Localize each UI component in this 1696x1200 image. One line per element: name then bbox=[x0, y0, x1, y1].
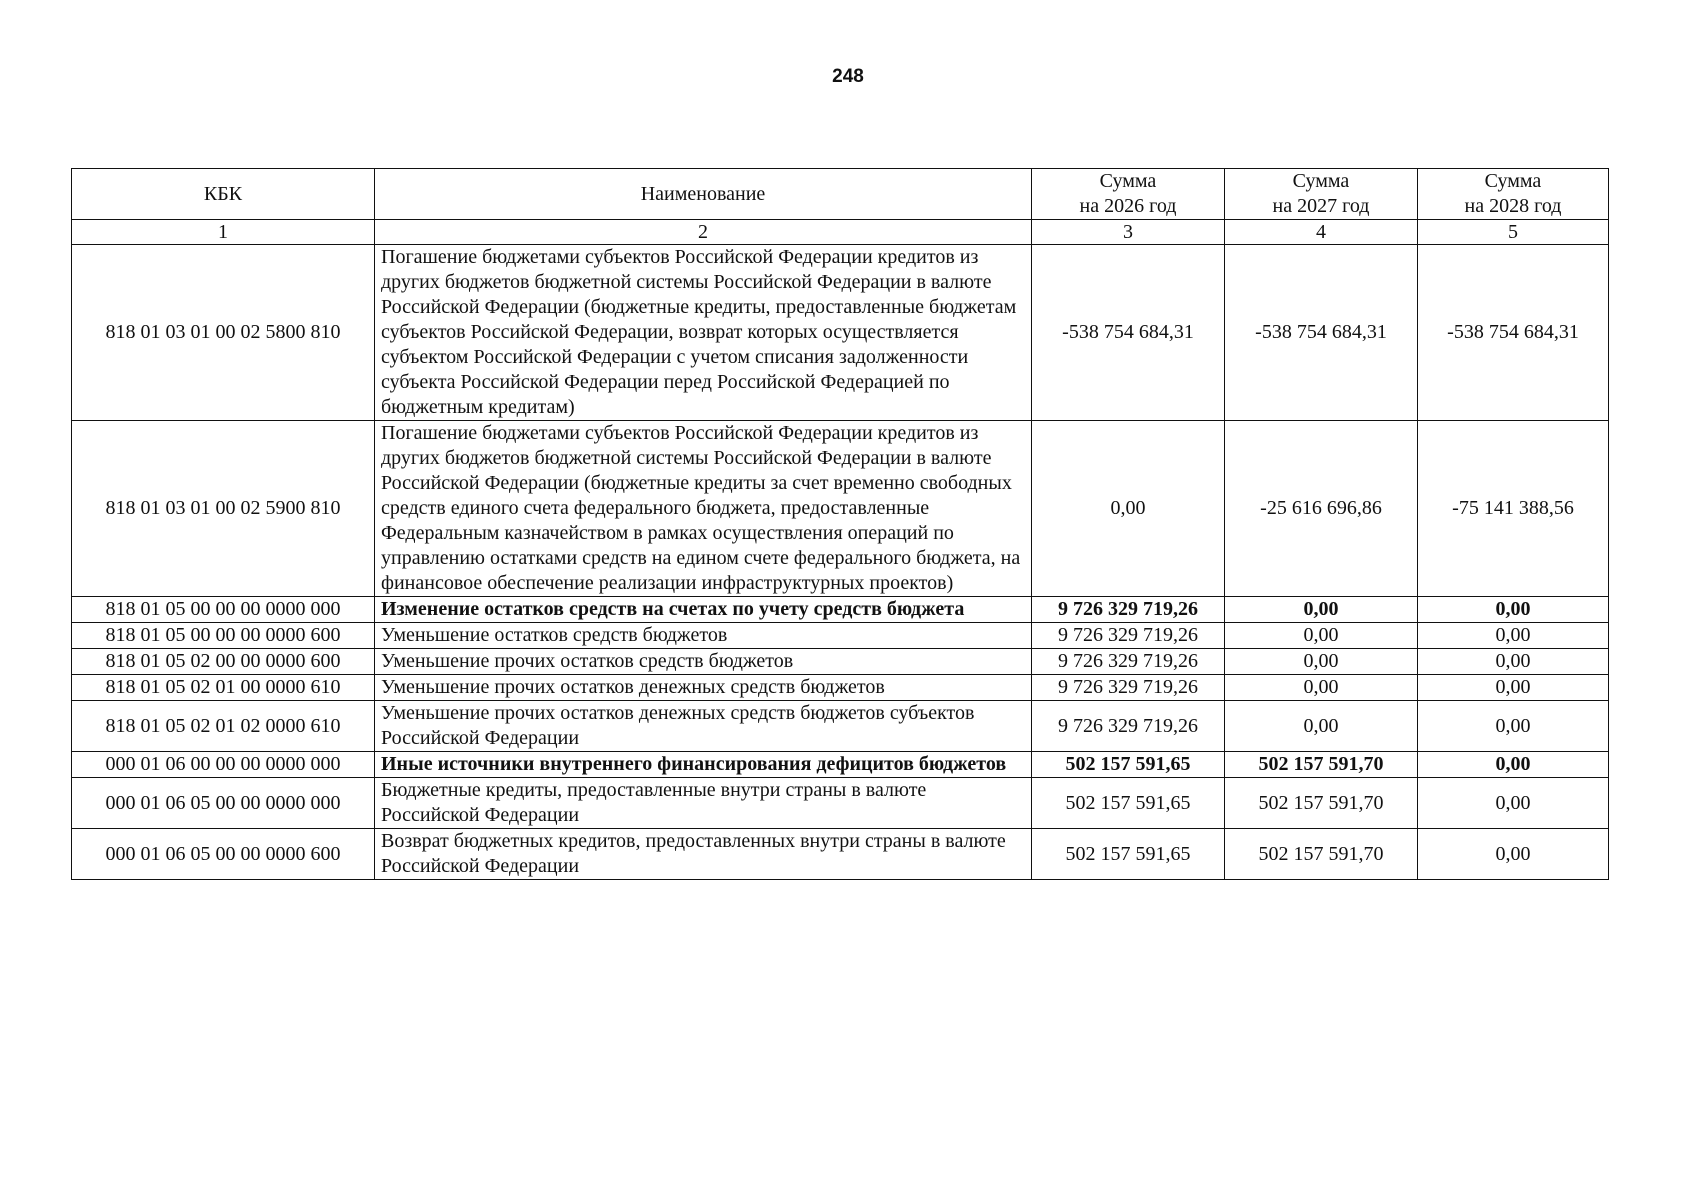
header-sum-2028 bbox=[1418, 169, 1609, 220]
kbk-cell: 000 01 06 00 00 00 0000 000 bbox=[72, 752, 375, 778]
table-body bbox=[72, 245, 1609, 880]
header-kbk: КБК bbox=[72, 169, 375, 220]
sum-2026-cell: 502 157 591,65 bbox=[1032, 778, 1225, 829]
sum-2028-cell: 0,00 bbox=[1418, 778, 1609, 829]
name-cell: Уменьшение остатков средств бюджетов bbox=[375, 623, 1032, 649]
name-cell: Уменьшение прочих остатков денежных средств бюджетов субъектов Российской Федерации bbox=[375, 701, 1032, 752]
name-cell: Уменьшение прочих остатков средств бюджетов bbox=[375, 649, 1032, 675]
sum-2026-cell: 9 726 329 719,26 bbox=[1032, 623, 1225, 649]
table-row bbox=[72, 778, 1609, 829]
column-number-4: 4 bbox=[1225, 220, 1418, 245]
sum-2028-cell: 0,00 bbox=[1418, 597, 1609, 623]
kbk-cell: 818 01 03 01 00 02 5900 810 bbox=[72, 421, 375, 597]
sum-2028-cell: -538 754 684,31 bbox=[1418, 245, 1609, 421]
budget-sources-table bbox=[71, 168, 1609, 880]
name-cell: Погашение бюджетами субъектов Российской Федерации кредитов из других бюджетов бюджетной системы Российской Федерации в валюте Российской Федерации (бюджетные кредиты за счет временно свободных средств единого счета федерального бюджета, предоставленные Федеральным казначейством в рамках осуществления операций по управлению остатками средств на едином счете федерального бюджета, на финансовое обеспечение реализации инфраструктурных проектов) bbox=[375, 421, 1032, 597]
kbk-cell: 818 01 05 02 01 02 0000 610 bbox=[72, 701, 375, 752]
header-sum-2026 bbox=[1032, 169, 1225, 220]
sum-2028-cell: 0,00 bbox=[1418, 675, 1609, 701]
sum-2026-cell: -538 754 684,31 bbox=[1032, 245, 1225, 421]
sum-2027-cell: 0,00 bbox=[1225, 675, 1418, 701]
sum-2026-cell: 9 726 329 719,26 bbox=[1032, 597, 1225, 623]
sum-2028-cell: 0,00 bbox=[1418, 623, 1609, 649]
table-row bbox=[72, 649, 1609, 675]
header-sum-2028-line1: Сумма bbox=[1484, 170, 1542, 192]
name-cell: Возврат бюджетных кредитов, предоставленных внутри страны в валюте Российской Федерации bbox=[375, 829, 1032, 880]
column-number-3: 3 bbox=[1032, 220, 1225, 245]
sum-2027-cell: -25 616 696,86 bbox=[1225, 421, 1418, 597]
column-number-2: 2 bbox=[375, 220, 1032, 245]
column-number-5: 5 bbox=[1418, 220, 1609, 245]
kbk-cell: 818 01 05 00 00 00 0000 600 bbox=[72, 623, 375, 649]
sum-2026-cell: 9 726 329 719,26 bbox=[1032, 701, 1225, 752]
page-number: 248 bbox=[832, 66, 864, 87]
kbk-cell: 818 01 05 02 00 00 0000 600 bbox=[72, 649, 375, 675]
name-cell: Изменение остатков средств на счетах по учету средств бюджета bbox=[375, 597, 1032, 623]
sum-2027-cell: 502 157 591,70 bbox=[1225, 752, 1418, 778]
sum-2027-cell: -538 754 684,31 bbox=[1225, 245, 1418, 421]
sum-2027-cell: 0,00 bbox=[1225, 701, 1418, 752]
kbk-cell: 818 01 03 01 00 02 5800 810 bbox=[72, 245, 375, 421]
table-row bbox=[72, 421, 1609, 597]
sum-2026-cell: 0,00 bbox=[1032, 421, 1225, 597]
name-cell: Погашение бюджетами субъектов Российской Федерации кредитов из других бюджетов бюджетной системы Российской Федерации в валюте Российской Федерации (бюджетные кредиты, предоставленные бюджетам субъектов Российской Федерации, возврат которых осуществляется субъектом Российской Федерации с учетом списания задолженности субъекта Российской Федерации перед Российской Федерацией по бюджетным кредитам) bbox=[375, 245, 1032, 421]
sum-2026-cell: 9 726 329 719,26 bbox=[1032, 649, 1225, 675]
table-row bbox=[72, 701, 1609, 752]
sum-2028-cell: -75 141 388,56 bbox=[1418, 421, 1609, 597]
header-sum-2027-line2: на 2027 год bbox=[1272, 195, 1370, 217]
sum-2027-cell: 502 157 591,70 bbox=[1225, 829, 1418, 880]
header-sum-2026-line1: Сумма bbox=[1099, 170, 1157, 192]
table-header-row bbox=[72, 169, 1609, 220]
table-row bbox=[72, 752, 1609, 778]
table-row bbox=[72, 675, 1609, 701]
sum-2028-cell: 0,00 bbox=[1418, 829, 1609, 880]
sum-2027-cell: 0,00 bbox=[1225, 649, 1418, 675]
kbk-cell: 000 01 06 05 00 00 0000 600 bbox=[72, 829, 375, 880]
table-row bbox=[72, 829, 1609, 880]
sum-2028-cell: 0,00 bbox=[1418, 752, 1609, 778]
name-cell: Бюджетные кредиты, предоставленные внутри страны в валюте Российской Федерации bbox=[375, 778, 1032, 829]
column-number-1: 1 bbox=[72, 220, 375, 245]
table-row bbox=[72, 623, 1609, 649]
header-sum-2028-line2: на 2028 год bbox=[1464, 195, 1562, 217]
sum-2028-cell: 0,00 bbox=[1418, 649, 1609, 675]
sum-2028-cell: 0,00 bbox=[1418, 701, 1609, 752]
name-cell: Иные источники внутреннего финансирования дефицитов бюджетов bbox=[375, 752, 1032, 778]
sum-2027-cell: 502 157 591,70 bbox=[1225, 778, 1418, 829]
header-sum-2027 bbox=[1225, 169, 1418, 220]
sum-2026-cell: 9 726 329 719,26 bbox=[1032, 675, 1225, 701]
sum-2027-cell: 0,00 bbox=[1225, 623, 1418, 649]
sum-2027-cell: 0,00 bbox=[1225, 597, 1418, 623]
header-sum-2027-line1: Сумма bbox=[1292, 170, 1350, 192]
name-cell: Уменьшение прочих остатков денежных средств бюджетов bbox=[375, 675, 1032, 701]
kbk-cell: 818 01 05 00 00 00 0000 000 bbox=[72, 597, 375, 623]
kbk-cell: 818 01 05 02 01 00 0000 610 bbox=[72, 675, 375, 701]
column-number-row bbox=[72, 220, 1609, 245]
table-row bbox=[72, 245, 1609, 421]
header-sum-2026-line2: на 2026 год bbox=[1079, 195, 1177, 217]
sum-2026-cell: 502 157 591,65 bbox=[1032, 752, 1225, 778]
kbk-cell: 000 01 06 05 00 00 0000 000 bbox=[72, 778, 375, 829]
header-name: Наименование bbox=[375, 169, 1032, 220]
sum-2026-cell: 502 157 591,65 bbox=[1032, 829, 1225, 880]
table-row bbox=[72, 597, 1609, 623]
